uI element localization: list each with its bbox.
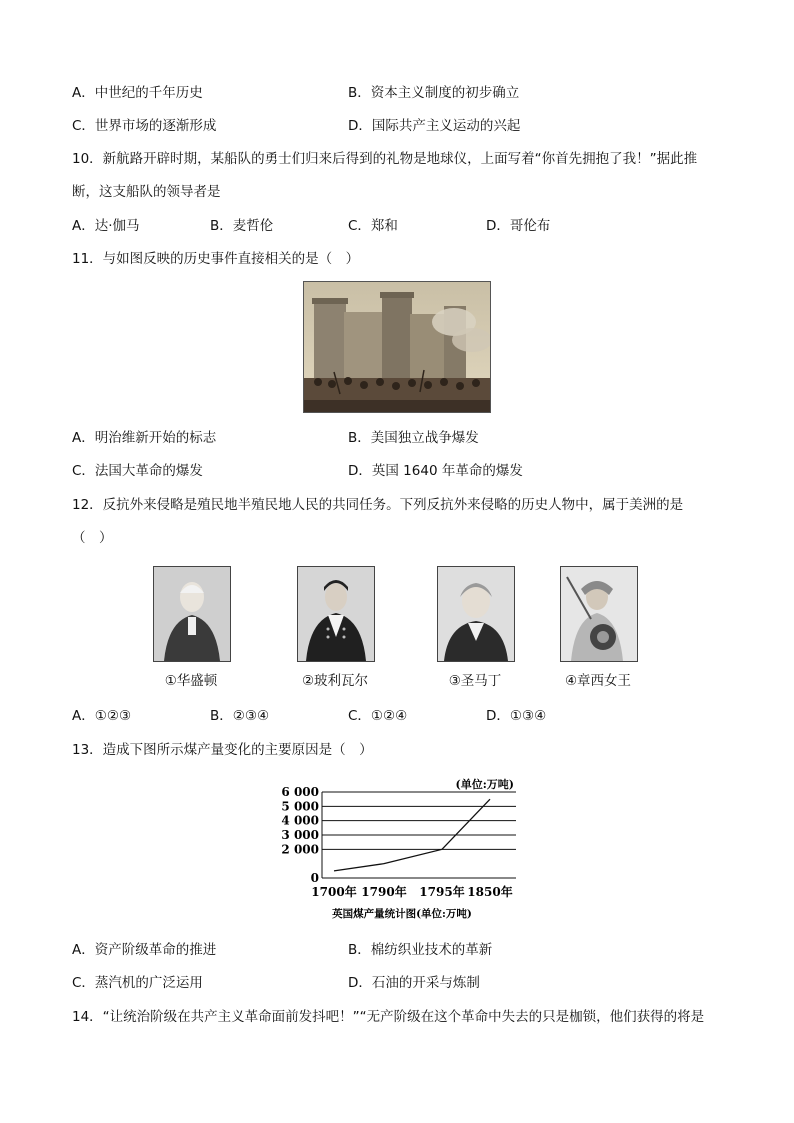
q10-option-d: D．哥伦布 <box>486 218 551 234</box>
q9-option-b: B．资本主义制度的初步确立 <box>348 85 520 101</box>
x-tick-label: 1850年 <box>467 885 513 899</box>
q11-option-c: C．法国大革命的爆发 <box>72 463 203 479</box>
q13-option-d: D．石油的开采与炼制 <box>348 975 480 991</box>
q10-option-b: B．麦哲伦 <box>210 218 274 234</box>
y-tick-label: 4 000 <box>281 813 319 828</box>
y-tick-label: 2 000 <box>281 842 319 857</box>
portrait-san-martin <box>437 566 515 662</box>
portrait-rani-of-jhansi <box>560 566 638 662</box>
q9-option-c: C．世界市场的逐渐形成 <box>72 118 217 134</box>
q12-stem-line2: （ ） <box>72 530 113 546</box>
bastille-painting-drawing <box>304 282 490 412</box>
q10-option-a: A．达·伽马 <box>72 218 140 234</box>
q11-option-b: B．美国独立战争爆发 <box>348 430 479 446</box>
y-tick-label: 6 000 <box>281 785 319 799</box>
q13-option-c: C．蒸汽机的广泛运用 <box>72 975 203 991</box>
q13-option-a: A．资产阶级革命的推进 <box>72 942 217 958</box>
q12-option-b: B．②③④ <box>210 708 270 724</box>
q11-option-d: D．英国 1640 年革命的爆发 <box>348 463 523 479</box>
bastille-storming-painting <box>303 281 491 413</box>
chart-unit-label: (单位:万吨) <box>455 778 514 791</box>
q14-stem-line1: 14．“让统治阶级在共产主义革命面前发抖吧！”“无产阶级在这个革命中失去的只是枷锁，他们获得的将是 <box>72 1009 705 1025</box>
q9-option-a: A．中世纪的千年历史 <box>72 85 203 101</box>
q10-option-c: C．郑和 <box>348 218 398 234</box>
q9-option-d: D．国际共产主义运动的兴起 <box>348 118 521 134</box>
q12-stem-line1: 12．反抗外来侵略是殖民地半殖民地人民的共同任务。下列反抗外来侵略的历史人物中，属于美洲的是 <box>72 497 684 513</box>
x-tick-label: 1700年 <box>311 885 357 899</box>
q13-stem: 13．造成下图所示煤产量变化的主要原因是（ ） <box>72 742 373 758</box>
caption-bolivar: ②玻利瓦尔 <box>301 673 369 689</box>
y-tick-label: 5 000 <box>281 799 319 814</box>
q11-option-a: A．明治维新开始的标志 <box>72 430 217 446</box>
q12-option-a: A．①②③ <box>72 708 132 724</box>
y-tick-label: 3 000 <box>281 828 319 842</box>
q11-stem: 11．与如图反映的历史事件直接相关的是（ ） <box>72 251 360 267</box>
q10-stem-line2: 断，这支船队的领导者是 <box>72 184 221 200</box>
caption-san-martin: ③圣马丁 <box>448 673 502 689</box>
portrait-bolivar <box>297 566 375 662</box>
coal-output-chart <box>272 772 532 922</box>
y-tick-label: 0 <box>310 871 319 885</box>
x-tick-label: 1795年 <box>419 885 465 899</box>
caption-rani-of-jhansi: ④章西女王 <box>564 673 632 689</box>
chart-title: 英国煤产量统计图(单位:万吨) <box>332 908 472 920</box>
chart-grid <box>322 792 516 878</box>
q13-option-b: B．棉纺织业技术的革新 <box>348 942 493 958</box>
chart-y-ticks <box>281 785 319 885</box>
x-tick-label: 1790年 <box>361 885 407 899</box>
chart-x-ticks <box>311 884 512 899</box>
portrait-washington <box>153 566 231 662</box>
caption-washington: ①华盛顿 <box>164 673 218 689</box>
q12-option-d: D．①③④ <box>486 708 547 724</box>
q10-stem-line1: 10．新航路开辟时期，某船队的勇士们归来后得到的礼物是地球仪，上面写着“你首先拥抱了我！”据此推 <box>72 151 698 167</box>
q12-option-c: C．①②④ <box>348 708 408 724</box>
